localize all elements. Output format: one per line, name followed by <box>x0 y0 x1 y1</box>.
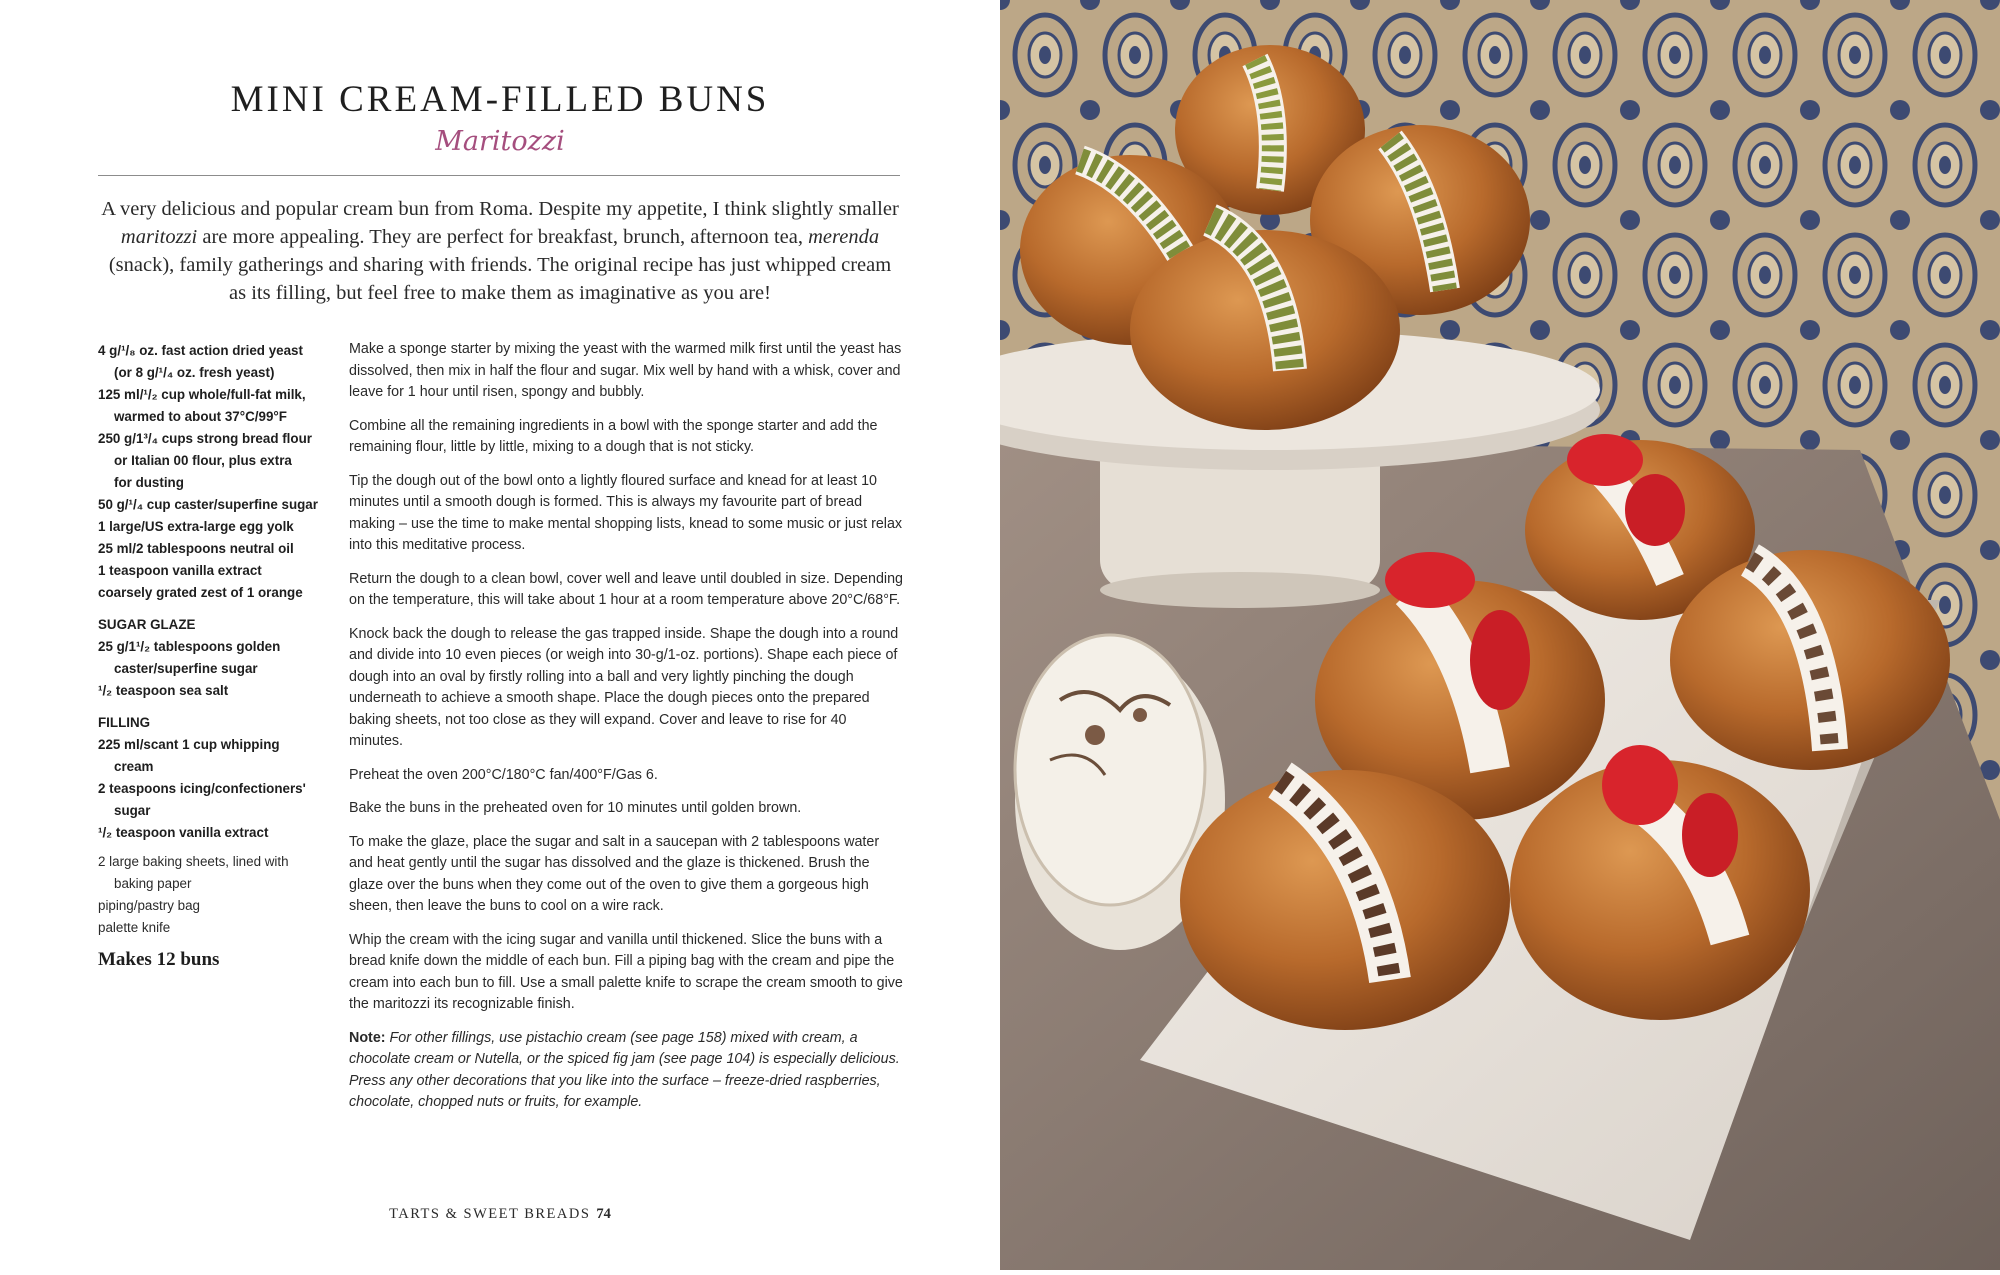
main-ingredients <box>98 340 328 604</box>
glaze-ingredients <box>98 636 328 702</box>
ingredient-item: cream <box>114 759 154 774</box>
equipment-item: baking paper <box>114 876 192 891</box>
method-step: Return the dough to a clean bowl, cover well and leave until doubled in size. Depending on the temperature, this will take about 1 hour at a room temperature above 20°C/68°F. <box>349 570 903 608</box>
ingredient-item: warmed to about 37°C/99°F <box>114 409 287 424</box>
method-step: To make the glaze, place the sugar and salt in a saucepan with 2 tablespoons water and heat gently until the sugar has dissolved and the glaze is thickened. Brush the glaze over the buns when they come out of the oven to give them a gorgeous high sheen, then leave the buns to cool on a wire rack. <box>349 833 880 914</box>
ingredient-item: 1 teaspoon vanilla extract <box>98 563 262 578</box>
ingredient-item: coarsely grated zest of 1 orange <box>98 585 303 600</box>
intro-text-run: maritozzi <box>120 226 198 248</box>
filling-heading: FILLING <box>98 715 151 730</box>
ingredient-item: 50 g/¹/₄ cup caster/superfine sugar <box>98 497 318 512</box>
method-step: Make a sponge starter by mixing the yeast with the warmed milk first until the yeast has dissolved, then mix in half the flour and sugar. Mix well by hand with a whisk, cover and leave for 1 hour until risen, spongy and bubbly. <box>349 341 902 400</box>
ingredient-item: 25 g/1¹/₂ tablespoons golden <box>98 639 281 654</box>
note-text: For other fillings, use pistachio cream (see page 158) mixed with cream, a chocolate cream or Nutella, or the spiced fig jam (see page 104) is especially delicious. Press any other decorations that you like into the surface – freeze-dried raspberries, chocolate, chopped nuts or fruits, for example. <box>349 1029 900 1110</box>
ingredient-item: 4 g/¹/₈ oz. fast action dried yeast <box>98 343 303 358</box>
method-step: Whip the cream with the icing sugar and vanilla until thickened. Slice the buns with a bread knife down the middle of each bun. Fill a piping bag with the cream and pipe the cream into each bun to fill. Use a small palette knife to scrape the cream smooth to give the maritozzi its recognizable finish. <box>349 931 903 1012</box>
ingredient-item: 250 g/1³/₄ cups strong bread flour <box>98 431 312 446</box>
glaze-heading: SUGAR GLAZE <box>98 617 196 632</box>
recipe-note <box>349 1028 904 1114</box>
ingredient-item: 125 ml/¹/₂ cup whole/full-fat milk, <box>98 387 306 402</box>
title-divider <box>98 175 900 176</box>
ingredient-item: ¹/₂ teaspoon vanilla extract <box>98 825 269 840</box>
method-steps <box>349 339 904 1126</box>
method-step: Bake the buns in the preheated oven for 10 minutes until golden brown. <box>349 800 802 816</box>
page-number: 74 <box>596 1206 611 1222</box>
equipment-item: piping/pastry bag <box>98 898 200 913</box>
method-step: Knock back the dough to release the gas trapped inside. Shape the dough into a round and divide into 10 even pieces (or weigh into 30-g/1-oz. portions). Shape each piece of dough into an oval by firstly rolling into a ball and very lightly pinching the dough underneath to achieve a smooth shape. Place the dough pieces onto the prepared baking sheets, not too close as they will expand. Cover and leave to rise for 40 minutes. <box>349 625 899 749</box>
equipment-list <box>98 851 328 939</box>
ingredient-item: or Italian 00 flour, plus extra <box>114 453 292 468</box>
intro-text-run: merenda <box>808 226 880 248</box>
equipment-item: palette knife <box>98 920 171 935</box>
intro-text-run: are more appealing. They are perfect for breakfast, brunch, afternoon tea, <box>197 226 809 248</box>
ingredients-list <box>98 340 328 971</box>
ingredient-item: ¹/₂ teaspoon sea salt <box>98 683 229 698</box>
ingredient-item: 225 ml/scant 1 cup whipping <box>98 737 280 752</box>
food-photo-illustration <box>1000 0 2000 1270</box>
method-paragraphs <box>349 339 904 1016</box>
recipe-page <box>0 0 1000 1270</box>
ingredient-item: (or 8 g/¹/₄ oz. fresh yeast) <box>114 365 275 380</box>
recipe-subtitle: Maritozzi <box>435 126 565 157</box>
ingredient-item: sugar <box>114 803 151 818</box>
recipe-title: MINI CREAM-FILLED BUNS <box>230 79 770 120</box>
recipe-intro <box>100 195 900 307</box>
ingredient-item: 2 teaspoons icing/confectioners' <box>98 781 306 796</box>
recipe-yield: Makes 12 buns <box>98 949 220 970</box>
ingredient-item: 1 large/US extra-large egg yolk <box>98 519 294 534</box>
method-step: Combine all the remaining ingredients in a bowl with the sponge starter and add the remaining flour, little by little, mixing to a dough that is not sticky. <box>349 417 878 455</box>
intro-text-run: (snack), family gatherings and sharing with friends. The original recipe has just whipped cream as its filling, but feel free to make them as imaginative as you are! <box>108 254 892 304</box>
note-label: Note: <box>349 1029 386 1046</box>
maritozzi-buns-photo <box>1000 0 2000 1270</box>
method-step: Preheat the oven 200°C/180°C fan/400°F/Gas 6. <box>349 766 658 783</box>
page-footer <box>0 1206 1000 1223</box>
ingredient-item: caster/superfine sugar <box>114 661 258 676</box>
method-step: Tip the dough out of the bowl onto a lightly floured surface and knead for at least 10 minutes until a smooth dough is formed. This is always my favourite part of bread making – use the time to make mental shopping lists, knead to some music or just relax into this meditative process. <box>349 472 903 553</box>
equipment-item: 2 large baking sheets, lined with <box>98 854 289 869</box>
ingredient-item: for dusting <box>114 475 184 490</box>
ingredient-item: 25 ml/2 tablespoons neutral oil <box>98 541 294 556</box>
footer-section: TARTS & SWEET BREADS <box>389 1206 591 1222</box>
intro-text-run: A very delicious and popular cream bun from Roma. Despite my appetite, I think slightly smaller <box>101 198 899 220</box>
filling-ingredients <box>98 734 328 844</box>
